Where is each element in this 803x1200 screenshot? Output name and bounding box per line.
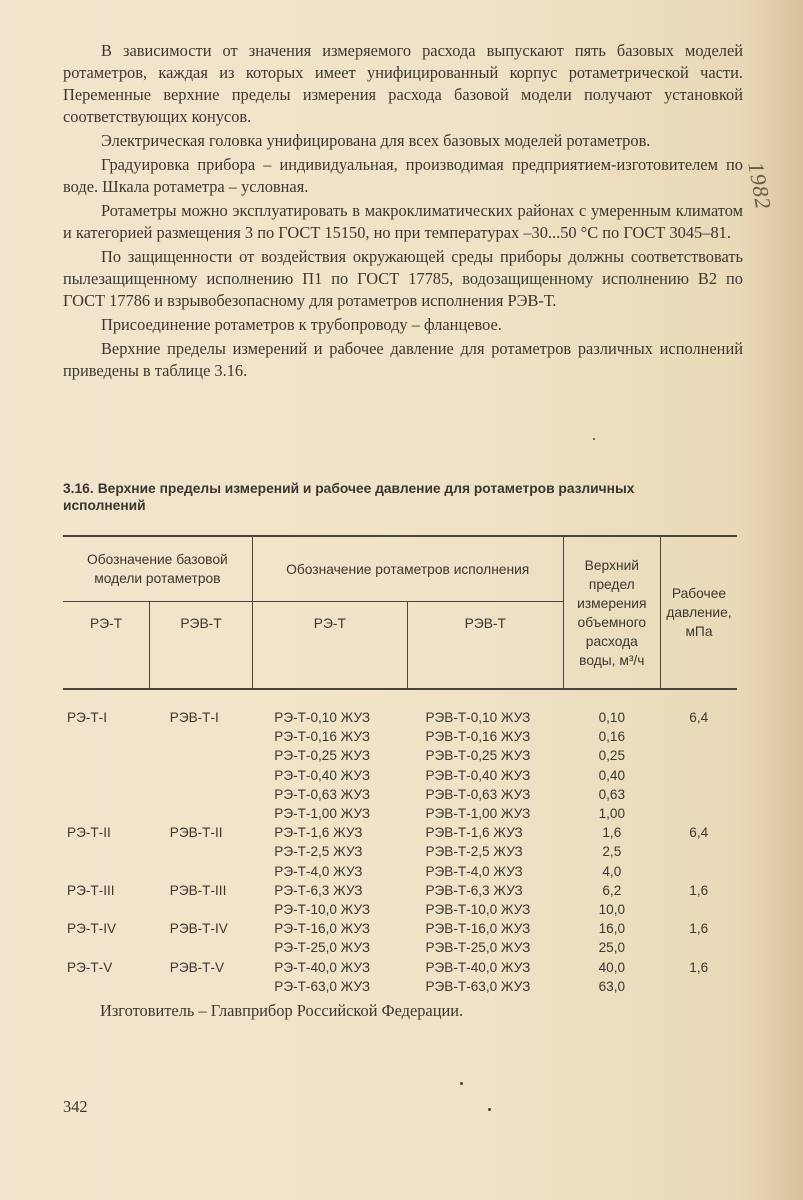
upper-limit-cell: 0,25 bbox=[598, 748, 626, 764]
table-row bbox=[63, 881, 737, 900]
base-re-cell bbox=[63, 746, 150, 765]
pressure-cell bbox=[660, 766, 737, 785]
rev-exec-cell: РЭВ-Т-0,40 ЖУЗ bbox=[425, 767, 531, 783]
upper-limit-cell: 2,5 bbox=[602, 844, 622, 860]
table-caption-number: 3.16. bbox=[63, 481, 94, 496]
table-row bbox=[63, 804, 737, 823]
base-rev-cell bbox=[150, 746, 253, 765]
re-exec-cell: РЭ-Т-16,0 ЖУЗ bbox=[274, 921, 371, 937]
rev-exec-cell: РЭВ-Т-0,63 ЖУЗ bbox=[425, 786, 531, 802]
body-text bbox=[63, 40, 743, 384]
pressure-cell bbox=[660, 746, 737, 765]
paragraph-5: По защищенности от воздействия окружающей среды приборы должны соответствовать пылезащищенному исполнению П1 по ГОСТ 17785, водозащищенному исполнению В2 по ГОСТ 17786 и взрывобезопасному для ротаметров исполнения РЭВ-Т. bbox=[63, 247, 743, 310]
re-exec-cell: РЭ-Т-2,5 ЖУЗ bbox=[274, 844, 363, 860]
upper-limit-cell: 0,10 bbox=[598, 710, 626, 725]
base-rev-cell bbox=[150, 842, 253, 861]
base-re-cell bbox=[63, 766, 150, 785]
upper-limit-cell: 16,0 bbox=[598, 921, 626, 937]
re-exec-cell: РЭ-Т-4,0 ЖУЗ bbox=[274, 863, 363, 879]
base-re-cell: РЭ-Т-I bbox=[67, 710, 107, 725]
re-exec-cell: РЭ-Т-0,16 ЖУЗ bbox=[274, 729, 371, 745]
pressure-cell bbox=[660, 977, 737, 996]
re-exec-cell: РЭ-Т-25,0 ЖУЗ bbox=[274, 940, 371, 956]
margin-handwritten-year: 1982 bbox=[743, 160, 777, 212]
pressure-cell bbox=[660, 785, 737, 804]
rev-exec-cell: РЭВ-Т-4,0 ЖУЗ bbox=[425, 863, 523, 879]
base-rev-cell bbox=[150, 938, 253, 957]
pressure-cell: 6,4 bbox=[689, 710, 709, 725]
subheader-re-t: РЭ-Т bbox=[63, 602, 150, 690]
table-row bbox=[63, 958, 737, 977]
base-re-cell bbox=[63, 862, 150, 881]
rev-exec-cell: РЭВ-Т-0,10 ЖУЗ bbox=[425, 710, 531, 725]
pressure-cell bbox=[660, 862, 737, 881]
base-rev-cell: РЭВ-Т-IV bbox=[169, 921, 228, 937]
paragraph-4: Ротаметры можно эксплуатировать в макроклиматических районах с умеренным климатом и категорией размещения 3 по ГОСТ 15150, но при температурах –30...50 °С по ГОСТ 3045–81. bbox=[63, 201, 743, 242]
upper-limit-cell: 10,0 bbox=[598, 902, 626, 918]
rev-exec-cell: РЭВ-Т-1,6 ЖУЗ bbox=[425, 825, 523, 841]
rev-exec-cell: РЭВ-Т-10,0 ЖУЗ bbox=[425, 902, 531, 918]
upper-limit-cell: 1,00 bbox=[598, 806, 626, 822]
re-exec-cell: РЭ-Т-1,6 ЖУЗ bbox=[274, 825, 363, 841]
re-exec-cell: РЭ-Т-10,0 ЖУЗ bbox=[274, 902, 371, 918]
header-upper-limit-text: Верхний предел измерения объемного расхода воды, м³/ч bbox=[577, 557, 647, 668]
pressure-cell bbox=[660, 804, 737, 823]
re-exec-cell: РЭ-Т-63,0 ЖУЗ bbox=[274, 978, 371, 994]
paragraph-6: Присоединение ротаметров к трубопроводу – фланцевое. bbox=[101, 315, 502, 334]
base-re-cell: РЭ-Т-II bbox=[67, 825, 111, 841]
base-re-cell: РЭ-Т-V bbox=[67, 959, 113, 975]
table-row bbox=[63, 689, 737, 727]
table-row bbox=[63, 919, 737, 938]
speck bbox=[593, 438, 595, 440]
upper-limit-cell: 0,16 bbox=[598, 729, 626, 745]
page-number: 342 bbox=[63, 1097, 88, 1116]
re-exec-cell: РЭ-Т-0,63 ЖУЗ bbox=[274, 786, 371, 802]
rev-exec-cell: РЭВ-Т-1,00 ЖУЗ bbox=[425, 806, 531, 822]
base-rev-cell bbox=[150, 804, 253, 823]
table-row bbox=[63, 766, 737, 785]
paragraph-7: Верхние пределы измерений и рабочее давление для ротаметров различных исполнений приведены в таблице 3.16. bbox=[63, 339, 743, 380]
upper-limit-cell: 6,2 bbox=[602, 882, 622, 898]
re-exec-cell: РЭ-Т-0,25 ЖУЗ bbox=[274, 748, 371, 764]
header-execution: Обозначение ротаметров исполнения bbox=[252, 536, 563, 602]
pressure-cell bbox=[660, 842, 737, 861]
re-exec-cell: РЭ-Т-40,0 ЖУЗ bbox=[274, 959, 371, 975]
table-row bbox=[63, 900, 737, 919]
upper-limit-cell: 1,6 bbox=[602, 825, 622, 841]
table-row bbox=[63, 823, 737, 842]
base-re-cell bbox=[63, 804, 150, 823]
base-rev-cell: РЭВ-Т-I bbox=[169, 710, 219, 725]
pressure-cell: 1,6 bbox=[689, 921, 709, 937]
base-re-cell: РЭ-Т-IV bbox=[67, 921, 117, 937]
paragraph-3: Градуировка прибора – индивидуальная, производимая предприятием-изготовителем по воде. Шкала ротаметра – условная. bbox=[63, 155, 743, 196]
table-row bbox=[63, 785, 737, 804]
base-re-cell: РЭ-Т-III bbox=[67, 882, 115, 898]
subheader-rev-t: РЭВ-Т bbox=[150, 602, 253, 690]
speck bbox=[460, 1082, 463, 1085]
upper-limit-cell: 0,40 bbox=[598, 767, 626, 783]
rev-exec-cell: РЭВ-Т-0,16 ЖУЗ bbox=[425, 729, 531, 745]
subheader-re-t-exec: РЭ-Т bbox=[252, 602, 407, 690]
table-row bbox=[63, 862, 737, 881]
pressure-cell: 1,6 bbox=[689, 959, 709, 975]
table-row bbox=[63, 746, 737, 765]
re-exec-cell: РЭ-Т-0,10 ЖУЗ bbox=[274, 710, 371, 725]
table-row bbox=[63, 842, 737, 861]
paragraph-1: В зависимости от значения измеряемого расхода выпускают пять базовых моделей ротаметров, каждая из которых имеет унифицированный корпус ротаметрической части. Переменные верхние пределы измерения расхода базовой модели получают установкой соответствующих конусов. bbox=[63, 41, 743, 126]
base-re-cell bbox=[63, 842, 150, 861]
base-rev-cell bbox=[150, 766, 253, 785]
rev-exec-cell: РЭВ-Т-6,3 ЖУЗ bbox=[425, 882, 523, 898]
table-row bbox=[63, 727, 737, 746]
base-re-cell bbox=[63, 785, 150, 804]
pressure-cell bbox=[660, 938, 737, 957]
header-pressure-text: Рабочее давление, мПа bbox=[666, 586, 732, 639]
base-re-cell bbox=[63, 727, 150, 746]
header-pressure bbox=[660, 536, 737, 689]
manufacturer-note: Изготовитель – Главприбор Российской Федерации. bbox=[100, 1001, 464, 1020]
table-row bbox=[63, 977, 737, 996]
base-rev-cell bbox=[150, 977, 253, 996]
rev-exec-cell: РЭВ-Т-2,5 ЖУЗ bbox=[425, 844, 523, 860]
table-caption-text: Верхние пределы измерений и рабочее давление для ротаметров различных исполнений bbox=[63, 481, 635, 513]
speck bbox=[488, 1108, 491, 1111]
pressure-cell: 6,4 bbox=[689, 825, 709, 841]
header-upper-limit bbox=[563, 536, 660, 689]
table-row bbox=[63, 938, 737, 957]
rev-exec-cell: РЭВ-Т-0,25 ЖУЗ bbox=[425, 748, 531, 764]
base-rev-cell bbox=[150, 900, 253, 919]
table-body bbox=[63, 689, 737, 996]
base-re-cell bbox=[63, 900, 150, 919]
rev-exec-cell: РЭВ-Т-25,0 ЖУЗ bbox=[425, 940, 531, 956]
base-rev-cell bbox=[150, 862, 253, 881]
pressure-cell: 1,6 bbox=[689, 882, 709, 898]
pressure-cell bbox=[660, 900, 737, 919]
base-rev-cell bbox=[150, 727, 253, 746]
upper-limit-cell: 4,0 bbox=[602, 863, 622, 879]
rev-exec-cell: РЭВ-Т-40,0 ЖУЗ bbox=[425, 959, 531, 975]
base-rev-cell: РЭВ-Т-III bbox=[169, 882, 227, 898]
upper-limit-cell: 25,0 bbox=[598, 940, 626, 956]
limits-table bbox=[63, 535, 737, 996]
base-rev-cell: РЭВ-Т-II bbox=[169, 825, 223, 841]
re-exec-cell: РЭ-Т-6,3 ЖУЗ bbox=[274, 882, 363, 898]
base-rev-cell bbox=[150, 785, 253, 804]
upper-limit-cell: 63,0 bbox=[598, 978, 626, 994]
upper-limit-cell: 0,63 bbox=[598, 786, 626, 802]
base-re-cell bbox=[63, 938, 150, 957]
paragraph-2: Электрическая головка унифицирована для всех базовых моделей ротаметров. bbox=[101, 131, 651, 150]
re-exec-cell: РЭ-Т-0,40 ЖУЗ bbox=[274, 767, 371, 783]
subheader-rev-t-exec: РЭВ-Т bbox=[407, 602, 563, 690]
table-caption bbox=[63, 480, 703, 514]
header-base-model: Обозначение базовой модели ротаметров bbox=[63, 536, 252, 602]
upper-limit-cell: 40,0 bbox=[598, 959, 626, 975]
rev-exec-cell: РЭВ-Т-16,0 ЖУЗ bbox=[425, 921, 531, 937]
rev-exec-cell: РЭВ-Т-63,0 ЖУЗ bbox=[425, 978, 531, 994]
re-exec-cell: РЭ-Т-1,00 ЖУЗ bbox=[274, 806, 371, 822]
base-re-cell bbox=[63, 977, 150, 996]
base-rev-cell: РЭВ-Т-V bbox=[169, 959, 225, 975]
pressure-cell bbox=[660, 727, 737, 746]
